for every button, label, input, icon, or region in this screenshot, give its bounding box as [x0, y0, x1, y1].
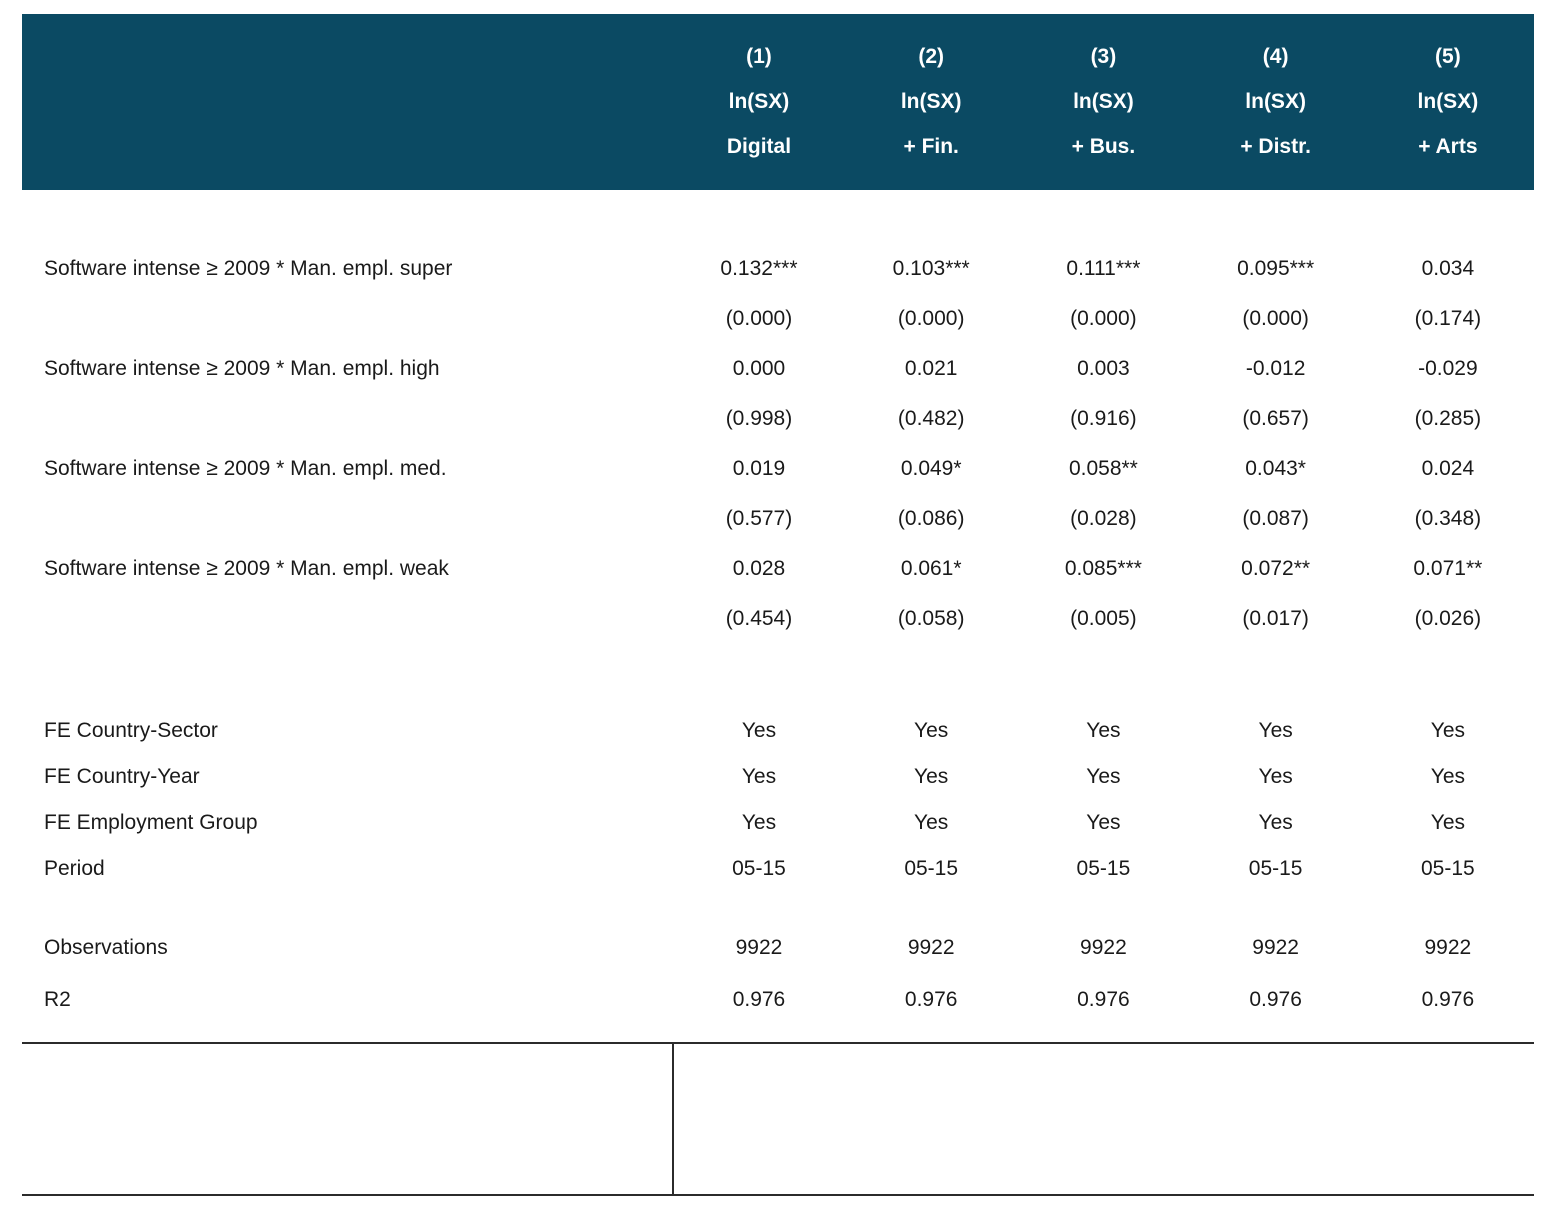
row-label: R2 [44, 988, 71, 1011]
col-number: (5) [1435, 45, 1461, 68]
coefficient-value: 0.021 [904, 357, 958, 380]
fe-value: Yes [1430, 765, 1465, 788]
pvalue: (0.058) [897, 607, 965, 630]
fe-value: Yes [914, 719, 949, 742]
table-row [22, 922, 1534, 974]
pvalue: (0.998) [725, 407, 793, 430]
pvalue: (0.005) [1070, 607, 1137, 630]
table-header [22, 14, 1534, 190]
col-spec: + Distr. [1240, 135, 1311, 158]
fe-value: Yes [1258, 719, 1293, 742]
pvalue: (0.916) [1070, 407, 1137, 430]
pvalue: (0.017) [1242, 607, 1309, 630]
pvalue: (0.026) [1414, 607, 1482, 630]
row-label-empty [22, 594, 673, 644]
pvalue: (0.000) [1070, 307, 1137, 330]
table-row [22, 754, 1534, 800]
regression-table-sheet [0, 14, 1558, 1228]
row-label-empty [22, 294, 673, 344]
table-row [22, 708, 1534, 754]
row-label-empty [22, 394, 673, 444]
fe-value: Yes [1258, 811, 1293, 834]
col-number: (3) [1090, 45, 1117, 68]
pvalue: (0.000) [897, 307, 965, 330]
col-dependent-var: ln(SX) [1417, 90, 1479, 113]
table-row [22, 974, 1534, 1026]
pvalue: (0.482) [897, 407, 965, 430]
coefficient-value: 0.043* [1245, 457, 1306, 480]
table-row [22, 394, 1534, 444]
fe-value: Yes [1430, 719, 1465, 742]
coefficient-value: 0.034 [1421, 257, 1475, 280]
r2-value: 0.976 [904, 988, 958, 1011]
coefficient-value: 0.072** [1241, 557, 1311, 580]
coefficient-value: 0.003 [1077, 357, 1130, 380]
fe-value: Yes [914, 765, 949, 788]
row-label: Period [44, 857, 105, 880]
pvalue: (0.577) [725, 507, 793, 530]
table-row [22, 800, 1534, 846]
col-spec: + Bus. [1071, 135, 1136, 158]
pvalue: (0.086) [897, 507, 965, 530]
coefficient-value: -0.029 [1418, 357, 1478, 380]
pvalue: (0.285) [1414, 407, 1482, 430]
fe-value: Yes [1086, 811, 1121, 834]
mid-rule-divider [22, 1042, 1534, 1044]
period-value: 05-15 [1076, 857, 1131, 880]
row-label: Software intense ≥ 2009 * Man. empl. med. [44, 457, 447, 480]
vertical-divider [672, 1044, 674, 1194]
header-col-3 [1017, 14, 1189, 190]
coefficient-value: 0.103*** [892, 257, 970, 280]
coefficient-value: 0.071** [1413, 557, 1483, 580]
coefficient-value: 0.000 [732, 357, 786, 380]
col-dependent-var: ln(SX) [1245, 90, 1306, 113]
coefficient-value: -0.012 [1245, 357, 1306, 380]
coefficient-value: 0.095*** [1237, 257, 1315, 280]
coefficient-value: 0.111*** [1066, 257, 1141, 280]
pvalue: (0.454) [725, 607, 793, 630]
pvalue: (0.087) [1242, 507, 1309, 530]
coefficient-value: 0.028 [732, 557, 786, 580]
coefficient-value: 0.058** [1068, 457, 1138, 480]
fe-value: Yes [741, 765, 777, 788]
observations-value: 9922 [907, 936, 955, 959]
fe-value: Yes [1430, 811, 1465, 834]
pvalue: (0.174) [1414, 307, 1482, 330]
row-label: FE Employment Group [44, 811, 258, 834]
header-spacer-row [22, 190, 1534, 244]
col-number: (4) [1262, 45, 1289, 68]
col-spec: + Arts [1418, 135, 1478, 158]
col-dependent-var: ln(SX) [1073, 90, 1134, 113]
col-dependent-var: ln(SX) [900, 90, 962, 113]
section-gap-row [22, 644, 1534, 708]
col-number: (2) [918, 45, 945, 68]
bottom-rule-divider [22, 1194, 1534, 1196]
observations-value: 9922 [1424, 936, 1472, 959]
period-value: 05-15 [1421, 857, 1475, 880]
coefficient-value: 0.024 [1421, 457, 1475, 480]
header-col-1 [673, 14, 845, 190]
pre-rule-gap-row [22, 892, 1534, 922]
pvalue: (0.657) [1242, 407, 1309, 430]
table-row [22, 344, 1534, 394]
coefficient-value: 0.019 [732, 457, 786, 480]
table-row [22, 294, 1534, 344]
r2-value: 0.976 [732, 988, 786, 1011]
coefficient-value: 0.061* [900, 557, 962, 580]
row-label: Software intense ≥ 2009 * Man. empl. super [44, 257, 453, 280]
period-value: 05-15 [1248, 857, 1303, 880]
row-label: FE Country-Sector [44, 719, 218, 742]
header-col-2 [845, 14, 1017, 190]
pvalue: (0.000) [725, 307, 793, 330]
header-col-4 [1190, 14, 1362, 190]
pvalue: (0.348) [1414, 507, 1482, 530]
row-label: Observations [44, 936, 168, 959]
table-row [22, 846, 1534, 892]
pvalue: (0.000) [1242, 307, 1309, 330]
coefficient-value: 0.049* [900, 457, 962, 480]
r2-value: 0.976 [1077, 988, 1130, 1011]
pvalue: (0.028) [1070, 507, 1137, 530]
row-label: Software intense ≥ 2009 * Man. empl. weak [44, 557, 449, 580]
header-col-5 [1362, 14, 1534, 190]
fe-value: Yes [741, 719, 777, 742]
observations-value: 9922 [1252, 936, 1299, 959]
row-label: FE Country-Year [44, 765, 200, 788]
col-spec: + Fin. [903, 135, 959, 158]
col-number: (1) [746, 45, 772, 68]
fe-value: Yes [914, 811, 949, 834]
table-row [22, 544, 1534, 594]
table-row [22, 594, 1534, 644]
period-value: 05-15 [732, 857, 786, 880]
regression-table [22, 14, 1534, 1026]
table-row [22, 244, 1534, 294]
col-spec: Digital [726, 135, 792, 158]
row-label: Software intense ≥ 2009 * Man. empl. high [44, 357, 440, 380]
fe-value: Yes [1258, 765, 1293, 788]
fe-value: Yes [1086, 719, 1121, 742]
header-row [22, 14, 1534, 190]
fe-value: Yes [1086, 765, 1121, 788]
coefficient-value: 0.132*** [720, 257, 798, 280]
observations-value: 9922 [735, 936, 783, 959]
row-label-empty [22, 494, 673, 544]
col-dependent-var: ln(SX) [728, 90, 790, 113]
r2-value: 0.976 [1249, 988, 1302, 1011]
header-blank-cell [22, 14, 673, 190]
fe-value: Yes [741, 811, 777, 834]
coefficient-value: 0.085*** [1064, 557, 1142, 580]
period-value: 05-15 [904, 857, 959, 880]
table-body [22, 190, 1534, 1026]
r2-value: 0.976 [1421, 988, 1475, 1011]
table-row [22, 494, 1534, 544]
observations-value: 9922 [1080, 936, 1127, 959]
table-row [22, 444, 1534, 494]
